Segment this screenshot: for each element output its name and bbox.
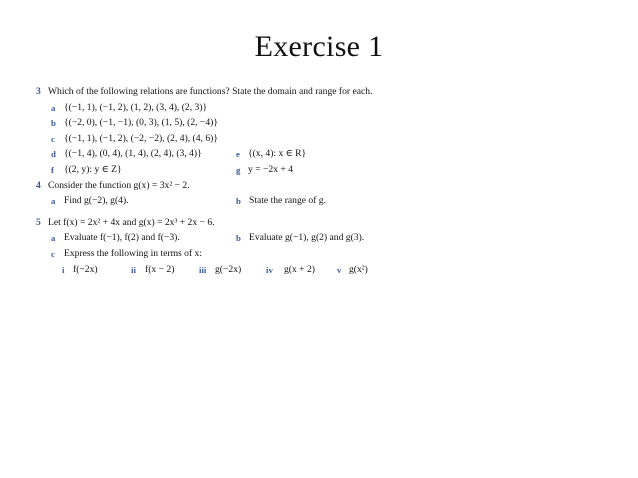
part-label: a [51,196,56,207]
question-text: Let f(x) = 2x² + 4x and g(x) = 2x³ + 2x − 6. [48,216,215,228]
part-row [36,164,596,180]
question-3 [36,86,596,102]
subpart-label: v [337,264,342,275]
part-text: {(2, y): y ∈ Z} [64,163,122,175]
subpart-label: iv [266,264,273,275]
part-text: Evaluate g(−1), g(2) and g(3). [249,232,365,244]
part-row [36,148,596,164]
part-row [36,117,596,133]
question-text: Which of the following relations are functions? State the domain and range for each. [48,86,373,97]
exercise-sheet [36,86,596,279]
part-text: State the range of g. [249,195,326,207]
part-text: y = −2x + 4 [248,163,294,175]
part-row [36,195,596,211]
part-text: {(−2, 0), (−1, −1), (0, 3), (1, 5), (2, −4)} [64,117,218,129]
part-label: a [51,233,56,244]
part-row [36,248,596,264]
part-text: Find g(−2), g(4). [64,195,129,207]
part-row [36,133,596,149]
part-text: {(−1, 4), (0, 4), (1, 4), (2, 4), (3, 4)} [64,148,202,160]
part-label: a [51,102,56,113]
question-text: Consider the function g(x) = 3x² − 2. [48,179,190,191]
question-5 [36,217,596,233]
subpart-text: g(x²) [349,263,368,275]
subpart-label: iii [199,264,207,275]
subpart-label: ii [131,264,136,275]
question-number: 3 [36,86,41,97]
part-label: b [51,118,56,129]
question-4 [36,180,596,196]
part-text: {(−1, 1), (−1, 2), (−2, −2), (2, 4), (4, 6)} [64,132,218,144]
subpart-text: g(−2x) [215,263,242,275]
subpart-text: f(x − 2) [145,263,175,275]
question-number: 4 [36,179,41,191]
question-number: 5 [36,216,41,228]
part-text: {(x, 4): x ∈ R} [248,148,307,160]
part-text: {(−1, 1), (−1, 2), (1, 2), (3, 4), (2, 3)} [64,101,208,113]
part-label: b [236,233,241,244]
part-text: Evaluate f(−1), f(2) and f(−3). [64,232,180,244]
subpart-text: f(−2x) [73,263,98,275]
subpart-row [36,264,596,280]
part-label: f [51,164,54,175]
part-label: g [236,164,241,175]
part-text: Express the following in terms of x: [64,247,203,259]
part-label: c [51,133,55,144]
part-label: b [236,196,241,207]
subpart-label: i [62,264,65,275]
subpart-text: g(x + 2) [284,263,315,275]
part-label: c [51,248,55,259]
part-label: e [236,149,240,160]
page-title: Exercise 1 [254,30,384,63]
part-row [36,102,596,118]
part-row [36,232,596,248]
part-label: d [51,149,56,160]
